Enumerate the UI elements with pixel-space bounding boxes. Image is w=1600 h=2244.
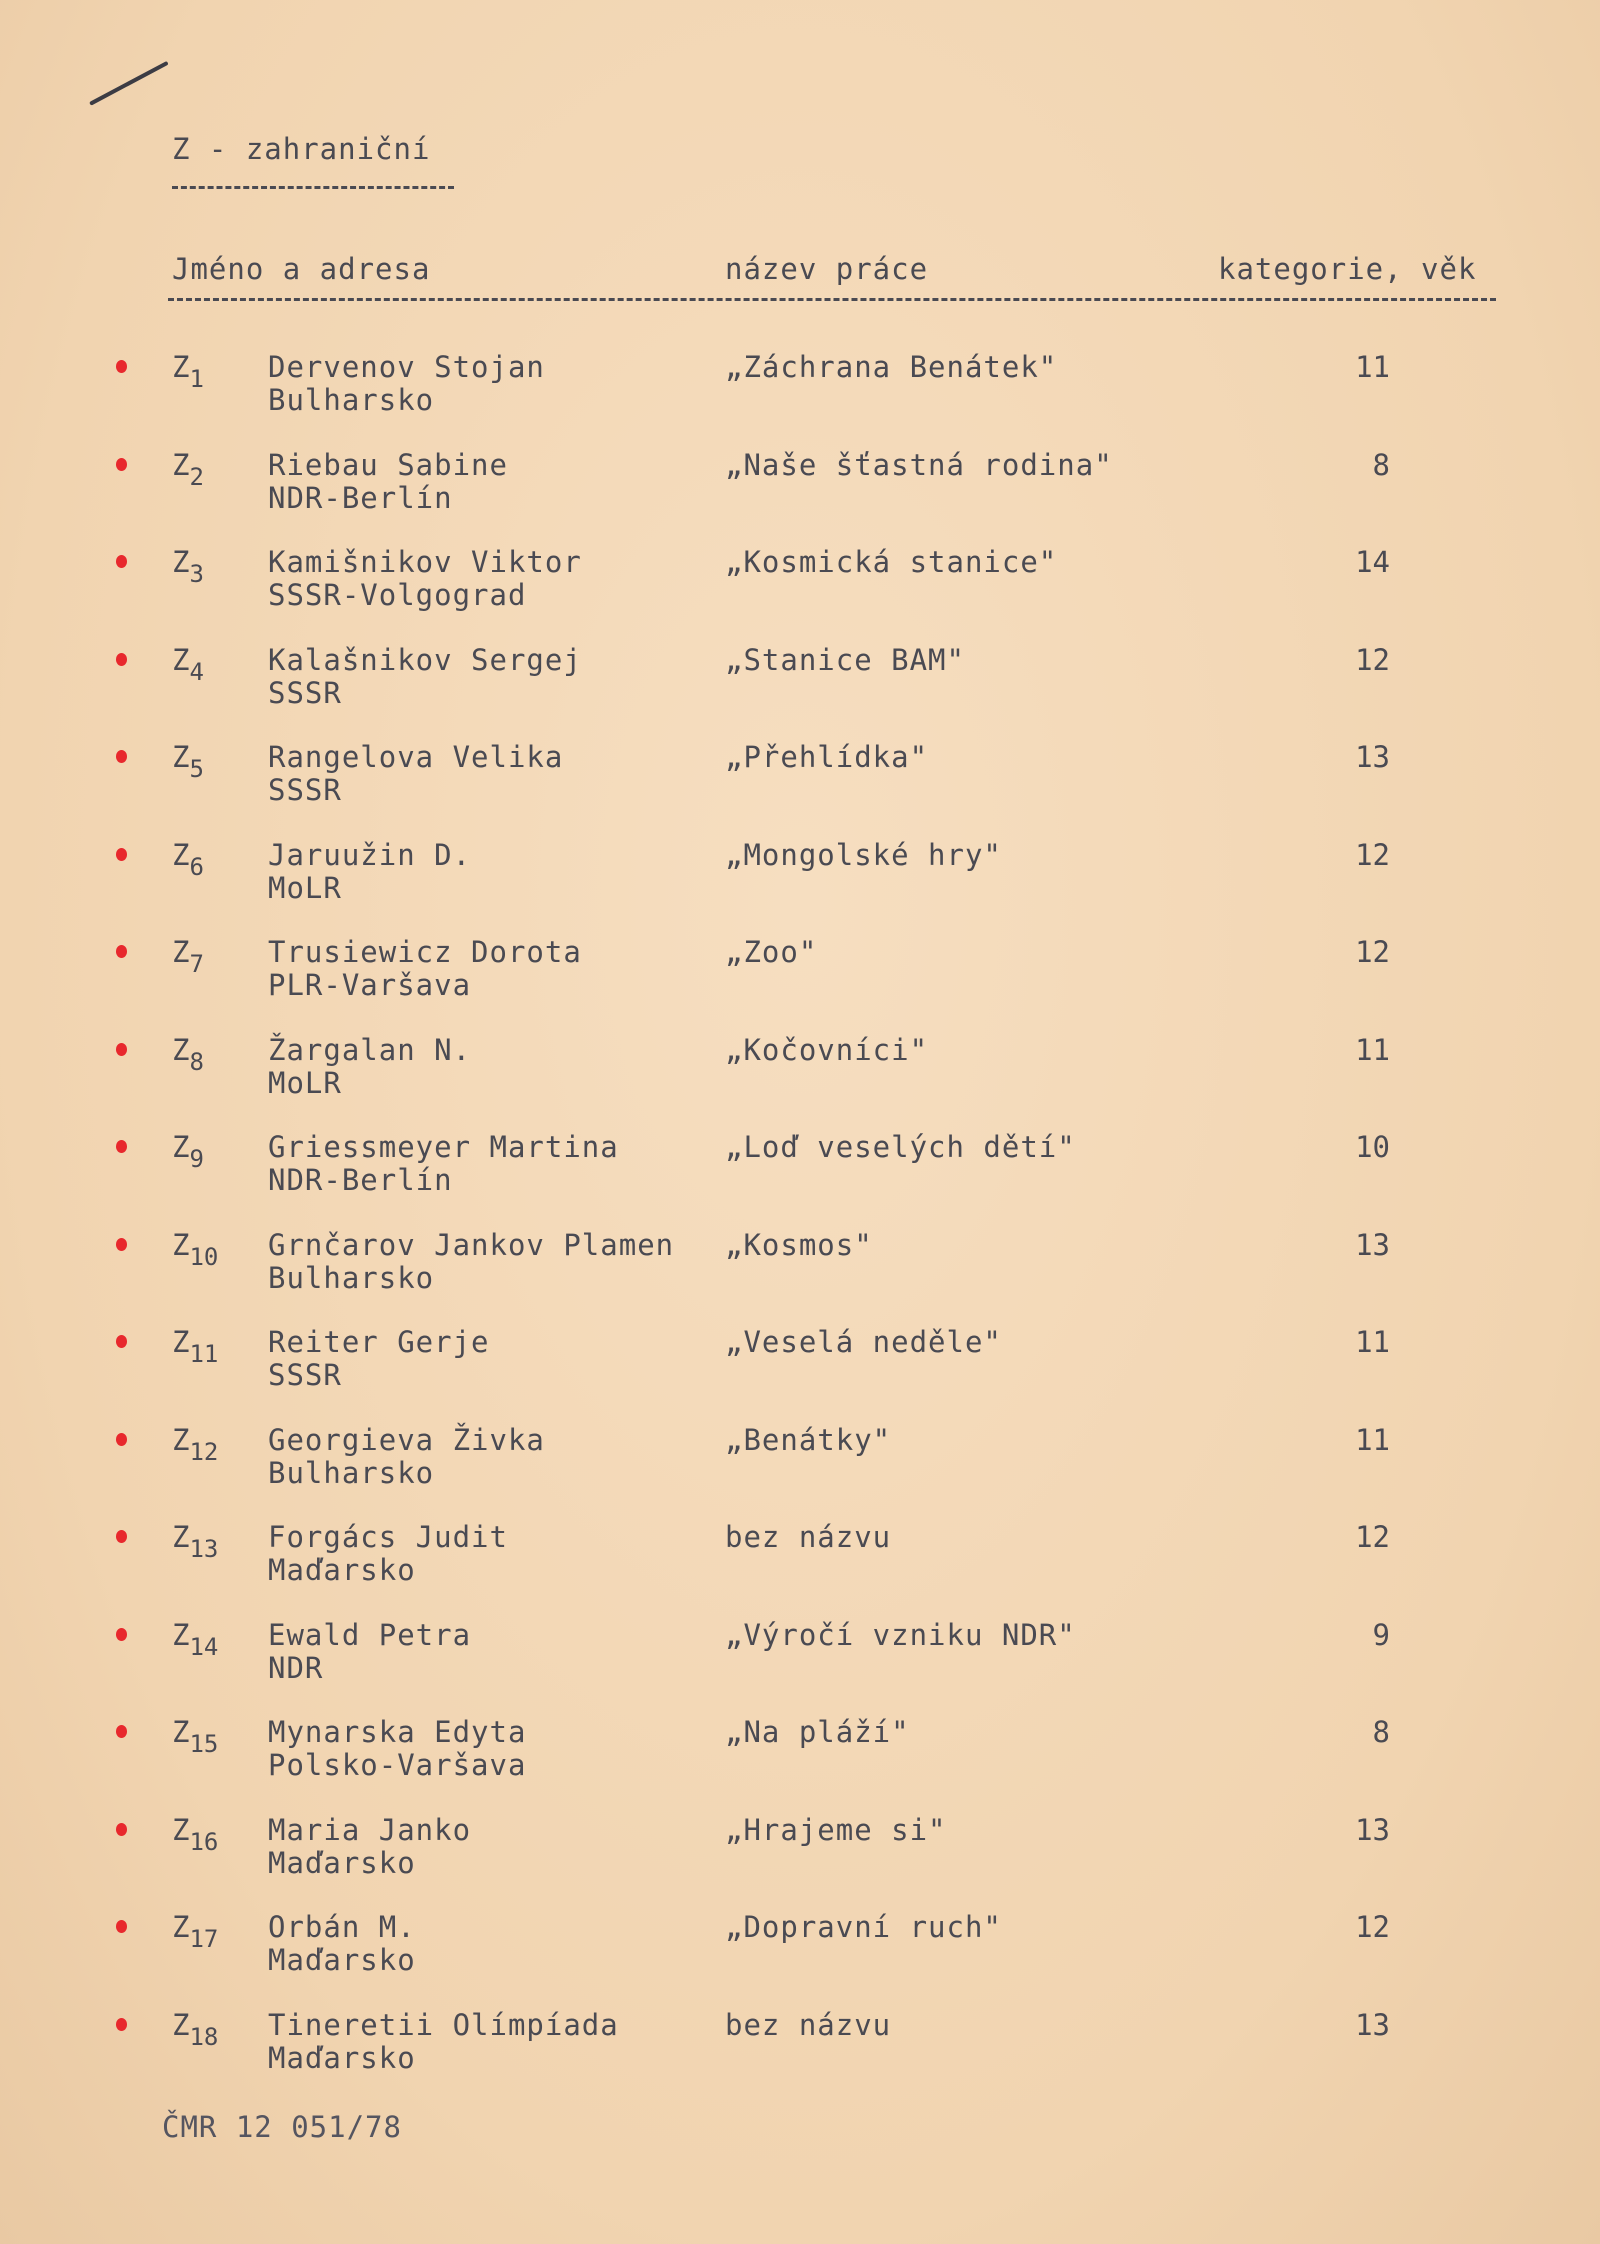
- entry-work-title: „Veselá neděle": [725, 1325, 1002, 1359]
- red-check-mark: [116, 1140, 127, 1153]
- entry-name: Mynarska Edyta: [268, 1715, 527, 1749]
- entry-code-letter: Z: [172, 447, 190, 482]
- entry-address: SSSR-Volgograd: [268, 578, 527, 612]
- entry-code-number: 2: [189, 462, 204, 491]
- red-check-mark: [116, 1628, 127, 1641]
- entry-code: [172, 1032, 204, 1076]
- column-header-category: kategorie, věk: [1218, 252, 1477, 286]
- pen-stroke: [89, 61, 169, 106]
- entry-work-title: „Benátky": [725, 1422, 892, 1457]
- entry-code-number: 11: [189, 1340, 219, 1368]
- entry-category: 12: [1355, 1520, 1390, 1554]
- entry-code-letter: Z: [172, 545, 190, 579]
- entry-code-letter: Z: [172, 2007, 190, 2042]
- document-reference: ČMR 12 051/78: [162, 2110, 402, 2144]
- section-title: Z - zahraniční: [172, 132, 431, 166]
- red-check-mark: [116, 1238, 127, 1251]
- entry-category: 9: [1372, 1617, 1390, 1652]
- red-check-mark: [116, 653, 127, 666]
- entry-work-title: „Na pláží": [725, 1715, 910, 1749]
- entry-name: Kalašnikov Sergej: [268, 642, 582, 677]
- entry-row: [0, 1813, 1600, 1909]
- entry-row: [0, 1325, 1600, 1421]
- entry-name: Forgács Judit: [268, 1520, 508, 1554]
- red-check-mark: [116, 945, 127, 958]
- entry-address: MoLR: [268, 1065, 342, 1100]
- entry-code-letter: Z: [172, 740, 190, 774]
- entry-code-number: 4: [189, 657, 204, 686]
- red-check-mark: [116, 458, 127, 471]
- entry-code-letter: Z: [172, 1227, 190, 1262]
- entry-work-title: „Dopravní ruch": [725, 1910, 1002, 1944]
- red-check-mark: [116, 1433, 127, 1446]
- entry-code-letter: Z: [172, 935, 190, 969]
- entry-work-title: „Naše šťastná rodina": [725, 447, 1113, 482]
- entry-code-number: 16: [189, 1827, 219, 1856]
- entry-code: [172, 1227, 219, 1271]
- entry-code-letter: Z: [172, 1715, 190, 1749]
- entry-name: Georgieva Živka: [268, 1422, 545, 1457]
- entry-name: Tineretii Olímpíada: [268, 2007, 619, 2042]
- entry-category: 13: [1355, 2007, 1390, 2042]
- red-check-mark: [116, 1335, 127, 1348]
- entry-name: Riebau Sabine: [268, 447, 508, 482]
- entry-code: [172, 1715, 219, 1758]
- entry-code-number: 5: [189, 755, 204, 783]
- entry-address: Bulharsko: [268, 383, 435, 417]
- entry-work-title: „Záchrana Benátek": [725, 350, 1058, 384]
- entry-code: [172, 1812, 219, 1856]
- entry-address: Maďarsko: [268, 1845, 416, 1880]
- entry-name: Rangelova Velika: [268, 740, 564, 774]
- entry-row: [0, 935, 1600, 1031]
- red-check-mark: [116, 1530, 127, 1543]
- red-check-mark: [116, 750, 127, 763]
- entry-category: 12: [1355, 837, 1390, 872]
- entry-name: Jaruužin D.: [268, 837, 472, 872]
- entry-row: [0, 350, 1600, 446]
- entry-code: [172, 2007, 219, 2051]
- entry-row: [0, 1910, 1600, 2006]
- red-check-mark: [116, 555, 127, 568]
- entry-category: 10: [1355, 1130, 1390, 1164]
- entry-category: 13: [1355, 1227, 1390, 1262]
- header-underline: [168, 298, 1496, 301]
- entry-category: 11: [1355, 1325, 1390, 1359]
- entry-code-letter: Z: [172, 837, 190, 872]
- entry-name: Griessmeyer Martina: [268, 1130, 619, 1164]
- entry-category: 13: [1355, 740, 1390, 774]
- entry-code-number: 8: [189, 1047, 204, 1076]
- red-check-mark: [116, 1823, 127, 1836]
- entry-address: Bulharsko: [268, 1455, 435, 1490]
- entry-work-title: „Výročí vzniku NDR": [725, 1617, 1076, 1652]
- entry-category: 8: [1372, 1715, 1390, 1749]
- red-check-mark: [116, 1043, 127, 1056]
- entry-address: NDR-Berlín: [268, 1163, 453, 1197]
- entry-code: [172, 1325, 219, 1368]
- entry-address: Bulharsko: [268, 1260, 435, 1295]
- entry-code-letter: Z: [172, 1520, 190, 1554]
- entry-address: MoLR: [268, 870, 342, 905]
- entry-name: Reiter Gerje: [268, 1325, 490, 1359]
- entry-address: SSSR: [268, 1358, 342, 1392]
- title-underline: [172, 186, 454, 189]
- entry-category: 11: [1355, 1032, 1390, 1067]
- entry-name: Trusiewicz Dorota: [268, 935, 582, 969]
- entry-address: NDR-Berlín: [268, 480, 453, 515]
- entry-work-title: bez názvu: [725, 2007, 892, 2042]
- entry-code-number: 9: [189, 1145, 204, 1173]
- red-check-mark: [116, 360, 127, 373]
- entry-name: Dervenov Stojan: [268, 350, 545, 384]
- entry-work-title: „Zoo": [725, 935, 818, 969]
- entry-code-number: 13: [189, 1535, 219, 1563]
- entry-work-title: „Přehlídka": [725, 740, 929, 774]
- entry-address: NDR: [268, 1650, 324, 1685]
- entry-row: [0, 2008, 1600, 2104]
- entry-category: 12: [1355, 1910, 1390, 1944]
- entry-code-number: 7: [189, 950, 204, 978]
- entry-code-letter: Z: [172, 350, 190, 384]
- entry-work-title: „Kosmos": [725, 1227, 873, 1262]
- entry-code: [172, 1910, 219, 1953]
- entry-category: 12: [1355, 642, 1390, 677]
- entry-code: [172, 837, 204, 881]
- entry-address: SSSR: [268, 675, 342, 710]
- entry-code: [172, 545, 204, 588]
- entry-row: [0, 448, 1600, 544]
- entry-name: Ewald Petra: [268, 1617, 472, 1652]
- entry-name: Grnčarov Jankov Plamen: [268, 1227, 675, 1262]
- entry-name: Kamišnikov Viktor: [268, 545, 582, 579]
- entry-code: [172, 1130, 204, 1173]
- entry-work-title: „Kočovníci": [725, 1032, 929, 1067]
- entry-row: [0, 1618, 1600, 1714]
- entry-row: [0, 1033, 1600, 1129]
- entry-name: Maria Janko: [268, 1812, 472, 1847]
- entry-address: PLR-Varšava: [268, 968, 472, 1002]
- entry-code-letter: Z: [172, 1130, 190, 1164]
- entry-address: Polsko-Varšava: [268, 1748, 527, 1782]
- red-check-mark: [116, 1920, 127, 1933]
- entry-code-number: 10: [189, 1242, 219, 1271]
- entry-row: [0, 1228, 1600, 1324]
- entry-code-letter: Z: [172, 1032, 190, 1067]
- entry-work-title: „Hrajeme si": [725, 1812, 947, 1847]
- entry-code-number: 1: [189, 365, 204, 393]
- entry-row: [0, 740, 1600, 836]
- entry-row: [0, 1520, 1600, 1616]
- entry-code-letter: Z: [172, 1812, 190, 1847]
- entry-code-number: 15: [189, 1730, 219, 1758]
- entry-row: [0, 838, 1600, 934]
- entry-category: 11: [1355, 1422, 1390, 1457]
- entry-address: SSSR: [268, 773, 342, 807]
- entry-code: [172, 350, 204, 393]
- entry-code-letter: Z: [172, 1422, 190, 1457]
- entry-name: Žargalan N.: [268, 1032, 472, 1067]
- entry-work-title: „Kosmická stanice": [725, 545, 1058, 579]
- entry-code-number: 3: [189, 560, 204, 588]
- entry-code: [172, 1617, 219, 1661]
- entry-row: [0, 1423, 1600, 1519]
- entry-work-title: „Mongolské hry": [725, 837, 1002, 872]
- entry-code-number: 12: [189, 1437, 219, 1466]
- entry-name: Orbán M.: [268, 1910, 416, 1944]
- entry-address: Maďarsko: [268, 1553, 416, 1587]
- entry-work-title: „Stanice BAM": [725, 642, 965, 677]
- entry-code-letter: Z: [172, 1325, 190, 1359]
- entry-code-letter: Z: [172, 1910, 190, 1944]
- entry-category: 12: [1355, 935, 1390, 969]
- entry-code-number: 6: [189, 852, 204, 881]
- entry-row: [0, 1715, 1600, 1811]
- red-check-mark: [116, 2018, 127, 2031]
- entry-code: [172, 1422, 219, 1466]
- entry-work-title: „Loď veselých dětí": [725, 1130, 1076, 1164]
- entry-code-letter: Z: [172, 642, 190, 677]
- red-check-mark: [116, 1725, 127, 1738]
- red-check-mark: [116, 848, 127, 861]
- column-header-name: Jméno a adresa: [172, 252, 431, 286]
- entry-code: [172, 1520, 219, 1563]
- entry-work-title: bez názvu: [725, 1520, 892, 1554]
- entry-code: [172, 740, 204, 783]
- entry-category: 13: [1355, 1812, 1390, 1847]
- entry-code-number: 18: [189, 2022, 219, 2051]
- entry-category: 14: [1355, 545, 1390, 579]
- entry-code-number: 14: [189, 1632, 219, 1661]
- entry-row: [0, 643, 1600, 739]
- entry-row: [0, 545, 1600, 641]
- entry-code: [172, 447, 204, 491]
- entry-row: [0, 1130, 1600, 1226]
- entry-code-letter: Z: [172, 1617, 190, 1652]
- entry-code: [172, 935, 204, 978]
- entry-category: 8: [1372, 447, 1390, 482]
- entry-code: [172, 642, 204, 686]
- entry-code-number: 17: [189, 1925, 219, 1953]
- column-header-work: název práce: [725, 252, 929, 286]
- entry-address: Maďarsko: [268, 2040, 416, 2075]
- entry-address: Maďarsko: [268, 1943, 416, 1977]
- entry-category: 11: [1355, 350, 1390, 384]
